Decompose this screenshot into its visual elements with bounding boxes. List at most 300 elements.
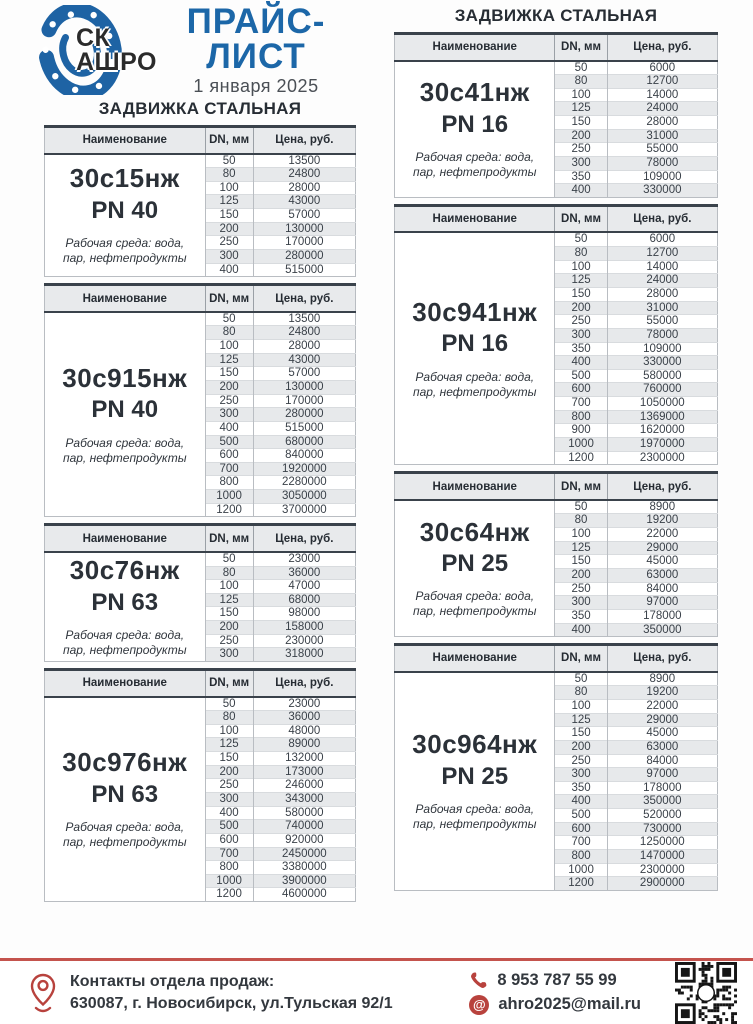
price-value: 78000 [607, 156, 717, 170]
title-block [150, 1, 356, 97]
price-value: 97000 [607, 596, 717, 610]
dn-value: 400 [555, 184, 607, 198]
price-value: 48000 [253, 724, 355, 738]
dn-value: 900 [555, 424, 607, 438]
price-value: 29000 [607, 541, 717, 555]
logo-line-1: СК [76, 24, 111, 52]
page-title: ПРАЙС-ЛИСТ [186, 1, 326, 76]
column-header-dn: DN, мм [205, 285, 253, 312]
dn-value: 125 [555, 541, 607, 555]
price-value: 158000 [253, 621, 355, 635]
dn-value: 50 [205, 154, 253, 168]
price-value: 1470000 [607, 850, 717, 864]
price-value: 22000 [607, 699, 717, 713]
column-header-dn: DN, мм [205, 525, 253, 552]
dn-value: 100 [205, 724, 253, 738]
price-value: 8900 [607, 500, 717, 514]
dn-value: 300 [205, 792, 253, 806]
dn-value: 1000 [205, 490, 253, 504]
page-date: 1 января 2025 [193, 75, 319, 96]
dn-value: 250 [205, 394, 253, 408]
dn-value: 500 [205, 435, 253, 449]
dn-value: 400 [555, 795, 607, 809]
column-header-price: Цена, руб. [253, 127, 355, 154]
price-value: 29000 [607, 713, 717, 727]
dn-value: 100 [555, 528, 607, 542]
price-value: 2280000 [253, 476, 355, 490]
product-cell [395, 672, 555, 891]
page-header [44, 1, 356, 96]
price-value: 1369000 [607, 410, 717, 424]
price-value: 24000 [607, 274, 717, 288]
price-value: 130000 [253, 380, 355, 394]
product-note: Рабочая среда: вода, пар, нефтепродукты [412, 150, 537, 180]
dn-value: 80 [555, 514, 607, 528]
product-cell [395, 500, 555, 637]
dn-value: 600 [555, 383, 607, 397]
price-value: 246000 [253, 779, 355, 793]
dn-value: 400 [555, 356, 607, 370]
phone-number: 8 953 787 55 99 [497, 970, 617, 989]
price-value: 12700 [607, 75, 717, 89]
price-table-30с941нж [394, 204, 718, 465]
dn-value: 500 [555, 809, 607, 823]
price-value: 55000 [607, 315, 717, 329]
product-pn: PN 16 [441, 330, 509, 358]
price-value: 330000 [607, 356, 717, 370]
dn-value: 1200 [555, 451, 607, 465]
section-title-left: ЗАДВИЖКА СТАЛЬНАЯ [98, 99, 302, 118]
price-value: 22000 [607, 528, 717, 542]
dn-value: 150 [555, 116, 607, 130]
product-name: 30с976нж [62, 747, 188, 778]
price-value: 730000 [607, 822, 717, 836]
dn-value: 700 [555, 397, 607, 411]
logo-line-2: АШРО [76, 47, 157, 76]
column-header-name: Наименование [395, 205, 555, 232]
product-note: Рабочая среда: вода, пар, нефтепродукты [62, 627, 187, 657]
dn-value: 250 [205, 236, 253, 250]
price-value: 3050000 [253, 490, 355, 504]
table-row [45, 312, 356, 326]
dn-value: 80 [205, 566, 253, 580]
product-note: Рабочая среда: вода, пар, нефтепродукты [412, 589, 537, 619]
phone-line [469, 971, 641, 990]
column-header-name: Наименование [45, 127, 206, 154]
dn-value: 150 [205, 209, 253, 223]
product-name: 30с964нж [412, 729, 538, 760]
price-value: 680000 [253, 435, 355, 449]
column-header-name: Наименование [45, 285, 206, 312]
company-logo [32, 5, 157, 95]
price-value: 343000 [253, 792, 355, 806]
dn-value: 100 [205, 340, 253, 354]
price-value: 28000 [253, 340, 355, 354]
dn-value: 50 [205, 552, 253, 566]
price-value: 330000 [607, 184, 717, 198]
column-header-dn: DN, мм [205, 670, 253, 697]
column-header-price: Цена, руб. [607, 34, 717, 61]
dn-value: 250 [555, 315, 607, 329]
column-header-dn: DN, мм [205, 127, 253, 154]
table-row [395, 61, 718, 75]
price-value: 178000 [607, 781, 717, 795]
dn-value: 300 [555, 156, 607, 170]
dn-value: 150 [555, 555, 607, 569]
qr-code [675, 962, 737, 1024]
dn-value: 600 [205, 449, 253, 463]
address-text: 630087, г. Новосибирск, ул.Тульская 92/1 [70, 994, 393, 1012]
left-column [44, 1, 356, 908]
dn-value: 700 [205, 847, 253, 861]
dn-value: 100 [555, 260, 607, 274]
price-table-30с41нж [394, 32, 718, 198]
price-value: 13500 [253, 312, 355, 326]
dn-value: 350 [555, 781, 607, 795]
right-column [394, 4, 718, 897]
product-note: Рабочая среда: вода, пар, нефтепродукты [62, 435, 187, 465]
location-pin-icon [28, 972, 58, 1014]
price-value: 230000 [253, 634, 355, 648]
table-row [45, 154, 356, 168]
dn-value: 1200 [555, 877, 607, 891]
product-note: Рабочая среда: вода, пар, нефтепродукты [62, 236, 187, 266]
dn-value: 1000 [555, 863, 607, 877]
dn-value: 400 [205, 806, 253, 820]
product-pn: PN 25 [441, 762, 509, 790]
price-value: 178000 [607, 609, 717, 623]
price-value: 350000 [607, 623, 717, 637]
price-value: 109000 [607, 170, 717, 184]
dn-value: 200 [205, 380, 253, 394]
price-value: 280000 [253, 408, 355, 422]
column-header-name: Наименование [395, 645, 555, 672]
product-pn: PN 16 [441, 110, 509, 138]
dn-value: 50 [205, 312, 253, 326]
dn-value: 800 [205, 861, 253, 875]
dn-value: 300 [555, 768, 607, 782]
dn-value: 300 [205, 249, 253, 263]
dn-value: 80 [555, 686, 607, 700]
column-header-price: Цена, руб. [253, 525, 355, 552]
dn-value: 250 [205, 634, 253, 648]
price-value: 12700 [607, 247, 717, 261]
tables-right [394, 32, 718, 891]
dn-value: 80 [205, 326, 253, 340]
price-value: 84000 [607, 582, 717, 596]
price-value: 89000 [253, 738, 355, 752]
dn-value: 80 [205, 711, 253, 725]
dn-value: 125 [555, 713, 607, 727]
column-header-price: Цена, руб. [607, 205, 717, 232]
dn-value: 200 [555, 740, 607, 754]
dn-value: 350 [555, 609, 607, 623]
dn-value: 500 [555, 369, 607, 383]
dn-value: 100 [555, 88, 607, 102]
price-value: 45000 [607, 727, 717, 741]
price-value: 3380000 [253, 861, 355, 875]
price-value: 31000 [607, 301, 717, 315]
price-value: 68000 [253, 593, 355, 607]
product-cell [45, 312, 206, 517]
table-row [45, 697, 356, 711]
dn-value: 150 [555, 287, 607, 301]
dn-value: 400 [555, 623, 607, 637]
price-table-30с915нж [44, 283, 356, 517]
product-note: Рабочая среда: вода, пар, нефтепродукты [62, 820, 187, 850]
price-value: 170000 [253, 394, 355, 408]
product-cell [45, 697, 206, 902]
dn-value: 300 [555, 328, 607, 342]
column-header-price: Цена, руб. [607, 645, 717, 672]
dn-value: 125 [205, 738, 253, 752]
price-value: 36000 [253, 566, 355, 580]
product-note: Рабочая среда: вода, пар, нефтепродукты [412, 802, 537, 832]
product-note: Рабочая среда: вода, пар, нефтепродукты [412, 369, 537, 399]
dn-value: 1000 [555, 438, 607, 452]
dn-value: 700 [205, 462, 253, 476]
table-row [45, 552, 356, 566]
price-value: 24800 [253, 326, 355, 340]
price-value: 4600000 [253, 888, 355, 902]
price-value: 840000 [253, 449, 355, 463]
price-value: 78000 [607, 328, 717, 342]
price-value: 1920000 [253, 462, 355, 476]
price-value: 63000 [607, 569, 717, 583]
price-value: 920000 [253, 833, 355, 847]
price-value: 57000 [253, 367, 355, 381]
product-name: 30с41нж [419, 77, 530, 108]
price-value: 47000 [253, 580, 355, 594]
price-value: 98000 [253, 607, 355, 621]
table-row [395, 672, 718, 686]
dn-value: 80 [555, 247, 607, 261]
logo-text [76, 24, 157, 76]
price-value: 2300000 [607, 451, 717, 465]
price-value: 55000 [607, 143, 717, 157]
footer [0, 958, 753, 1024]
price-value: 580000 [253, 806, 355, 820]
price-value: 515000 [253, 263, 355, 277]
footer-contacts-block [28, 971, 457, 1014]
dn-value: 800 [555, 850, 607, 864]
price-table-30с76нж [44, 523, 356, 662]
dn-value: 100 [555, 699, 607, 713]
product-pn: PN 25 [441, 550, 509, 578]
dn-value: 150 [555, 727, 607, 741]
price-value: 57000 [253, 209, 355, 223]
price-table-30с64нж [394, 471, 718, 637]
price-value: 36000 [253, 711, 355, 725]
email-icon: @ [469, 995, 489, 1015]
dn-value: 400 [205, 263, 253, 277]
price-value: 14000 [607, 260, 717, 274]
price-value: 63000 [607, 740, 717, 754]
price-value: 23000 [253, 697, 355, 711]
column-header-dn: DN, мм [555, 205, 607, 232]
price-value: 19200 [607, 514, 717, 528]
dn-value: 300 [555, 596, 607, 610]
price-value: 97000 [607, 768, 717, 782]
price-value: 132000 [253, 752, 355, 766]
price-table-30с976нж [44, 668, 356, 902]
dn-value: 150 [205, 752, 253, 766]
price-value: 28000 [607, 287, 717, 301]
dn-value: 125 [205, 353, 253, 367]
price-value: 1620000 [607, 424, 717, 438]
dn-value: 200 [555, 301, 607, 315]
dn-value: 150 [205, 607, 253, 621]
product-name: 30с915нж [62, 362, 188, 393]
dn-value: 250 [555, 754, 607, 768]
price-value: 84000 [607, 754, 717, 768]
dn-value: 125 [205, 195, 253, 209]
price-value: 1250000 [607, 836, 717, 850]
price-value: 740000 [253, 820, 355, 834]
dn-value: 600 [205, 833, 253, 847]
column-header-price: Цена, руб. [607, 473, 717, 500]
dn-value: 1200 [205, 503, 253, 517]
dn-value: 150 [205, 367, 253, 381]
tables-left [44, 125, 356, 902]
dn-value: 200 [555, 569, 607, 583]
price-value: 318000 [253, 648, 355, 662]
price-value: 130000 [253, 222, 355, 236]
price-value: 109000 [607, 342, 717, 356]
product-cell [45, 552, 206, 662]
product-pn: PN 40 [91, 396, 159, 424]
dn-value: 200 [205, 621, 253, 635]
price-value: 28000 [607, 116, 717, 130]
dn-value: 50 [555, 500, 607, 514]
footer-phone-email-block [469, 971, 641, 1015]
product-name: 30с15нж [69, 163, 180, 194]
dn-value: 80 [205, 168, 253, 182]
price-value: 280000 [253, 249, 355, 263]
product-pn: PN 63 [91, 588, 159, 616]
column-header-name: Наименование [45, 525, 206, 552]
price-table-30с964нж [394, 643, 718, 891]
price-value: 23000 [253, 552, 355, 566]
dn-value: 200 [205, 765, 253, 779]
dn-value: 200 [555, 129, 607, 143]
dn-value: 400 [205, 421, 253, 435]
product-cell [395, 232, 555, 464]
phone-icon [469, 971, 488, 990]
dn-value: 700 [555, 836, 607, 850]
email-address: ahro2025@mail.ru [498, 995, 641, 1013]
price-value: 14000 [607, 88, 717, 102]
price-value: 173000 [253, 765, 355, 779]
price-value: 1050000 [607, 397, 717, 411]
dn-value: 250 [555, 582, 607, 596]
column-header-name: Наименование [45, 670, 206, 697]
price-table-30с15нж [44, 125, 356, 277]
dn-value: 50 [205, 697, 253, 711]
dn-value: 250 [205, 779, 253, 793]
dn-value: 350 [555, 342, 607, 356]
column-header-dn: DN, мм [555, 34, 607, 61]
dn-value: 300 [205, 648, 253, 662]
price-value: 13500 [253, 154, 355, 168]
price-value: 6000 [607, 232, 717, 246]
price-value: 350000 [607, 795, 717, 809]
table-row [395, 500, 718, 514]
column-header-name: Наименование [395, 34, 555, 61]
column-header-price: Цена, руб. [253, 285, 355, 312]
price-value: 3900000 [253, 874, 355, 888]
price-value: 24000 [607, 102, 717, 116]
product-name: 30с76нж [69, 554, 180, 585]
dn-value: 350 [555, 170, 607, 184]
product-cell [395, 61, 555, 198]
price-value: 2300000 [607, 863, 717, 877]
contacts-label: Контакты отдела продаж: [70, 972, 275, 990]
column-header-name: Наименование [395, 473, 555, 500]
dn-value: 1000 [205, 874, 253, 888]
price-value: 1970000 [607, 438, 717, 452]
product-name: 30с941нж [412, 296, 538, 327]
price-value: 6000 [607, 61, 717, 75]
price-value: 580000 [607, 369, 717, 383]
dn-value: 125 [555, 102, 607, 116]
price-value: 3700000 [253, 503, 355, 517]
dn-value: 200 [205, 222, 253, 236]
dn-value: 100 [205, 181, 253, 195]
dn-value: 800 [555, 410, 607, 424]
table-row [395, 232, 718, 246]
dn-value: 125 [555, 274, 607, 288]
price-value: 2900000 [607, 877, 717, 891]
email-line [469, 995, 641, 1015]
dn-value: 250 [555, 143, 607, 157]
price-value: 45000 [607, 555, 717, 569]
dn-value: 50 [555, 232, 607, 246]
dn-value: 80 [555, 75, 607, 89]
dn-value: 1200 [205, 888, 253, 902]
dn-value: 600 [555, 822, 607, 836]
price-value: 28000 [253, 181, 355, 195]
price-value: 31000 [607, 129, 717, 143]
dn-value: 100 [205, 580, 253, 594]
product-cell [45, 154, 206, 277]
price-value: 43000 [253, 195, 355, 209]
section-title-right: ЗАДВИЖКА СТАЛЬНАЯ [454, 6, 658, 25]
dn-value: 500 [205, 820, 253, 834]
product-pn: PN 40 [91, 196, 159, 224]
product-name: 30с64нж [419, 516, 530, 547]
price-value: 43000 [253, 353, 355, 367]
column-header-dn: DN, мм [555, 473, 607, 500]
dn-value: 50 [555, 61, 607, 75]
price-value: 19200 [607, 686, 717, 700]
price-value: 515000 [253, 421, 355, 435]
price-value: 170000 [253, 236, 355, 250]
product-pn: PN 63 [91, 780, 159, 808]
price-value: 2450000 [253, 847, 355, 861]
dn-value: 800 [205, 476, 253, 490]
price-value: 760000 [607, 383, 717, 397]
price-value: 8900 [607, 672, 717, 686]
column-header-price: Цена, руб. [253, 670, 355, 697]
price-value: 24800 [253, 168, 355, 182]
dn-value: 300 [205, 408, 253, 422]
dn-value: 50 [555, 672, 607, 686]
price-value: 520000 [607, 809, 717, 823]
footer-text [70, 971, 393, 1014]
column-header-dn: DN, мм [555, 645, 607, 672]
dn-value: 125 [205, 593, 253, 607]
